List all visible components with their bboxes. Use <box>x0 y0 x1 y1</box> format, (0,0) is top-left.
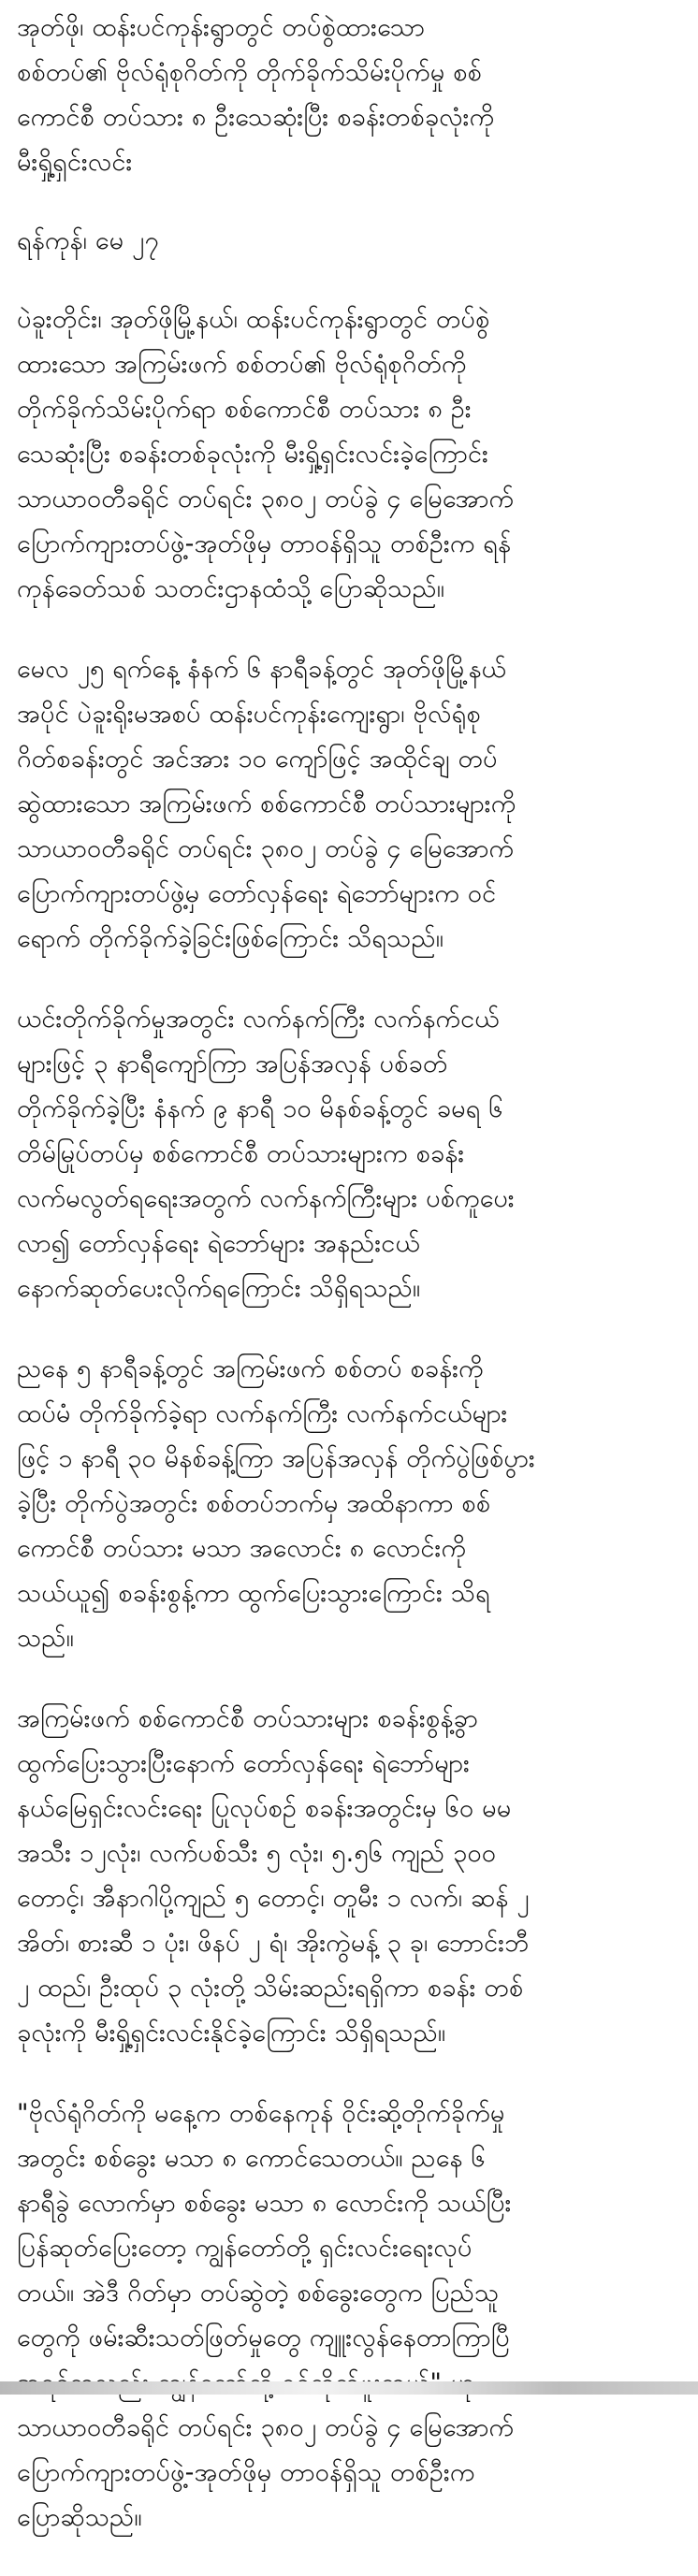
article-paragraph-6: "ဗိုလ်ရုံဂိတ်ကို မနေ့က တစ်နေကုန် ဝိုင်းဆို့တိုက်ခိုက်မှု အတွင်း စစ်ခွေး မသာ ၈ ကောင်သေတယ်။ ညနေ ၆ နာရီခွဲ လောက်မှာ စစ်ခွေး မသာ ၈ လောင်းကို သယ်ပြီး ပြန်ဆုတ်ပြေးတော့ ကျွန်တော်တို့ ရှင်းလင်းရေးလုပ် တယ်။ အဲဒီ ဂိတ်မှာ တပ်ဆွဲတဲ့ စစ်ခွေးတွေက ပြည်သူ တွေကို ဖမ်းဆီးသတ်ဖြတ်မှုတွေ ကျူးလွန်နေတာကြာပြီ သာယာဝတီခရိုင် တပ်ရင်း ၃၈၀၂ တပ်ခွဲ ၄ မြေအောက် ပြောက်ကျားတပ်ဖွဲ့-အုတ်ဖိုမှ တာဝန်ရှိသူ တစ်ဦးက ပြောဆိုသည်။ <box>17 2099 515 2532</box>
article-paragraph-2: မေလ ၂၅ ရက်နေ့ နံနက် ၆ နာရီခန့်တွင် အုတ်ဖိုမြို့နယ် အပိုင် ပဲခူးရိုးမအစပ် ထန်းပင်ကုန်းကျေးရွာ၊ ဗိုလ်ရုံစု ဂိတ်စခန်းတွင် အင်အား ၁၀ ကျော်ဖြင့် အထိုင်ချ တပ် ဆွဲထားသော အကြမ်းဖက် စစ်ကောင်စီ တပ်သားများကို သာယာဝတီခရိုင် တပ်ရင်း ၃၈၀၂ တပ်ခွဲ ၄ မြေအောက် ပြောက်ကျားတပ်ဖွဲ့မှ တော်လှန်ရေး ရဲဘော်များက ဝင် ရောက် တိုက်ခိုက်ခဲ့ခြင်းဖြစ်ကြောင်း သိရသည်။ <box>17 655 516 953</box>
image-preview-strip <box>0 2381 698 2395</box>
article-paragraph-1: ပဲခူးတိုင်း၊ အုတ်ဖိုမြို့နယ်၊ ထန်းပင်ကုန်းရွာတွင် တပ်စွဲ ထားသော အကြမ်းဖက် စစ်တပ်၏ ဗိုလ်ရုံစုဂိတ်ကို တိုက်ခိုက်သိမ်းပိုက်ရာ စစ်ကောင်စီ တပ်သား ၈ ဦး သေဆုံးပြီး စခန်းတစ်ခုလုံးကို မီးရှို့ရှင်းလင်းခဲ့ကြောင်း သာယာဝတီခရိုင် တပ်ရင်း ၃၈၀၂ တပ်ခွဲ ၄ မြေအောက် ပြောက်ကျားတပ်ဖွဲ့-အုတ်ဖိုမှ တာဝန်ရှိသူ တစ်ဦးက ရန် ကုန်ခေတ်သစ် သတင်းဌာနထံသို့ ပြောဆိုသည်။ <box>17 305 515 603</box>
article-dateline: ရန်ကုန်၊ မေ ၂၇ <box>17 226 159 255</box>
news-article <box>17 6 683 2576</box>
article-paragraph-3: ယင်းတိုက်ခိုက်မှုအတွင်း လက်နက်ကြီး လက်နက်ငယ် များဖြင့် ၃ နာရီကျော်ကြာ အပြန်အလှန် ပစ်ခတ် တိုက်ခိုက်ခဲ့ပြီး နံနက် ၉ နာရီ ၁၀ မိနစ်ခန့်တွင် ခမရ ၆ တိမ်မြုပ်တပ်မှ စစ်ကောင်စီ တပ်သားများက စခန်း လက်မလွတ်ရရေးအတွက် လက်နက်ကြီးများ ပစ်ကူပေး လာ၍ တော်လှန်ရေး ရဲဘော်များ အနည်းငယ် နောက်ဆုတ်ပေးလိုက်ရကြောင်း သိရှိရသည်။ <box>17 1005 515 1303</box>
article-paragraph-4: ညနေ ၅ နာရီခန့်တွင် အကြမ်းဖက် စစ်တပ် စခန်းကို ထပ်မံ တိုက်ခိုက်ခဲ့ရာ လက်နက်ကြီး လက်နက်ငယ်များ ဖြင့် ၁ နာရီ ၃၀ မိနစ်ခန့်ကြာ အပြန်အလှန် တိုက်ပွဲဖြစ်ပွား ခဲ့ပြီး တိုက်ပွဲအတွင်း စစ်တပ်ဘက်မှ အထိနာကာ စစ် ကောင်စီ တပ်သား မသာ အလောင်း ၈ လောင်းကို သယ်ယူ၍ စခန်းစွန့်ကာ ထွက်ပြေးသွားကြောင်း သိရ သည်။ <box>17 1354 535 1653</box>
article-headline: အုတ်ဖို၊ ထန်းပင်ကုန်းရွာတွင် တပ်စွဲထားသော စစ်တပ်၏ ဗိုလ်ရုံစုဂိတ်ကို တိုက်ခိုက်သိမ်းပိုက်မှု စစ် ကောင်စီ တပ်သား ၈ ဦးသေဆုံးပြီး စခန်းတစ်ခုလုံးကို မီးရှို့ရှင်းလင်း <box>17 13 495 177</box>
article-paragraph-5: အကြမ်းဖက် စစ်ကောင်စီ တပ်သားများ စခန်းစွန့်ခွာ ထွက်ပြေးသွားပြီးနောက် တော်လှန်ရေး ရဲဘော်များ နယ်မြေရှင်းလင်းရေး ပြုလုပ်စဉ် စခန်းအတွင်းမှ ၆၀ မမ အသီး ၁၂လုံး၊ လက်ပစ်သီး ၅ လုံး၊ ၅.၅၆ ကျည် ၃၀၀ တောင့်၊ အီနာဂါပို့ကျည် ၅ တောင့်၊ တူမီး ၁ လက်၊ ဆန် ၂ အိတ်၊ စားဆီ ၁ ပုံး၊ ဖိနပ် ၂ ရံ၊ အိုးကွဲမန့် ၃ ခု၊ ဘောင်းဘီ ၂ ထည်၊ ဦးထုပ် ၃ လုံးတို့ သိမ်းဆည်းရရှိကာ စခန်း တစ် ခုလုံးကို မီးရှို့ရှင်းလင်းနိုင်ခဲ့ကြောင်း သိရှိရသည်။ <box>17 1704 530 2048</box>
